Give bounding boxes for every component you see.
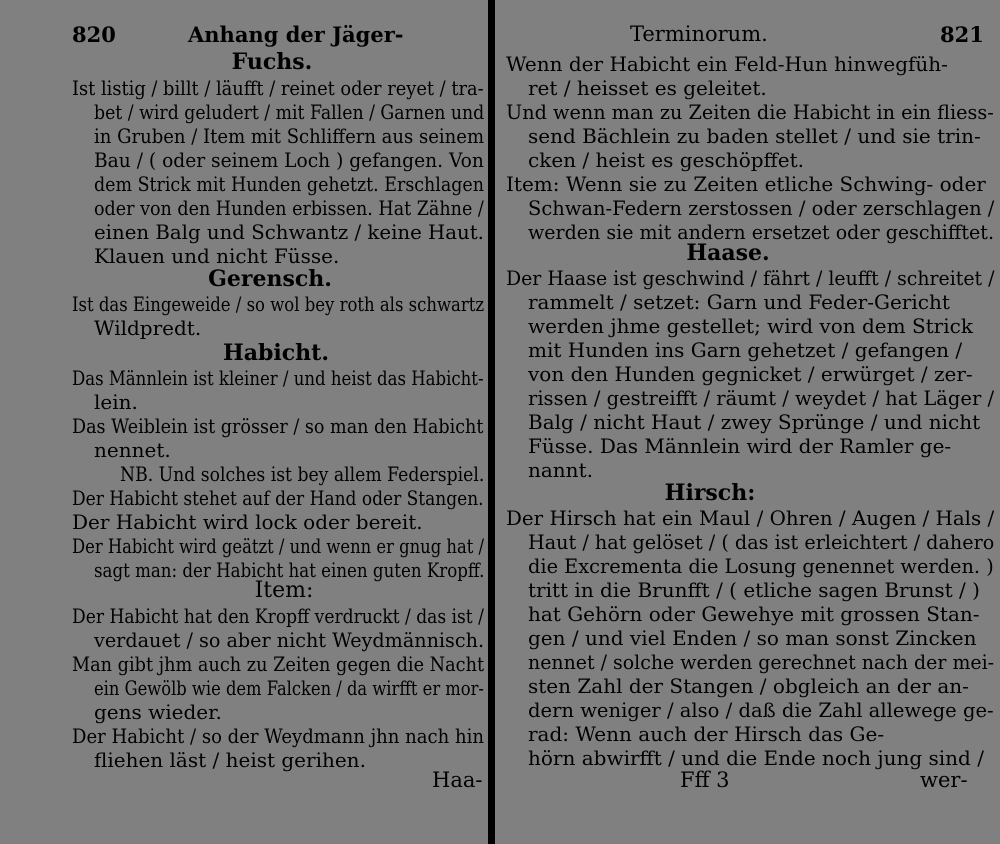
section-heading-fuchs: Fuchs.	[231, 49, 313, 75]
text-line: NB. Und solches ist bey allem Federspiel.	[120, 462, 485, 486]
text-line: dern weniger / also / daß die Zahl allewege ge-	[528, 698, 994, 722]
running-head-left: Anhang der Jäger-	[188, 22, 404, 47]
signature-mark: Fff 3	[680, 768, 730, 792]
text-line: send Bächlein zu baden stellet / und sie trin-	[528, 124, 981, 148]
text-line: Das Männlein ist kleiner / und heist das Habicht-	[72, 366, 484, 390]
text-line: Bau / ( oder seinem Loch ) gefangen. Von	[94, 148, 484, 172]
text-line: Der Habicht hat den Kropff verdruckt / das ist /	[72, 604, 484, 628]
section-heading-item: Item:	[254, 578, 314, 603]
text-line: Wildpredt.	[94, 316, 202, 340]
text-line: verdauet / so aber nicht Weydmännisch.	[94, 628, 485, 652]
text-line: einen Balg und Schwantz / keine Haut.	[94, 220, 484, 244]
text-line: Das Weiblein ist grösser / so man den Habicht	[72, 414, 484, 438]
text-line: nennet / solche werden gerechnet nach der mei-	[528, 650, 995, 674]
text-line: dem Strick mit Hunden gehetzt. Erschlagen	[94, 172, 484, 196]
section-heading-hirsch: Hirsch:	[664, 480, 756, 506]
section-heading-gerensch: Gerensch.	[208, 266, 332, 292]
text-line: bet / wird geludert / mit Fallen / Garnen und	[94, 100, 485, 124]
text-line: Füsse. Das Männlein wird der Ramler ge-	[528, 434, 952, 458]
section-heading-haase: Haase.	[686, 240, 770, 266]
text-line: oder von den Hunden erbissen. Hat Zähne /	[94, 196, 484, 220]
text-line: Und wenn man zu Zeiten die Habicht in ein fliess-	[506, 100, 994, 124]
text-line: Wenn der Habicht ein Feld-Hun hinwegfüh-	[506, 52, 948, 76]
text-line: Item: Wenn sie zu Zeiten etliche Schwing- oder	[506, 172, 986, 196]
text-line: hörn abwirfft / und die Ende noch jung sind /	[528, 746, 984, 770]
text-line: sten Zahl der Stangen / obgleich an der an-	[528, 674, 969, 698]
text-line: Ist listig / billt / läufft / reinet oder reyet / tra-	[72, 76, 484, 100]
left-page	[0, 0, 490, 844]
text-line: ein Gewölb wie dem Falcken / da wirfft er mor-	[94, 676, 484, 700]
text-line: rissen / gestreifft / räumt / weydet / hat Läger /	[528, 386, 995, 410]
text-line: rad: Wenn auch der Hirsch das Ge-	[528, 722, 885, 746]
running-head-right: Terminorum.	[630, 22, 768, 46]
text-line: werden jhme gestellet; wird von dem Strick	[528, 314, 973, 338]
text-line: werden sie mit andern ersetzet oder geschifftet.	[528, 220, 994, 244]
text-line: Klauen und nicht Füsse.	[94, 244, 340, 268]
text-line: fliehen läst / heist gerihen.	[94, 748, 366, 772]
text-line: ret / heisset es geleitet.	[528, 76, 767, 100]
text-line: die Excrementa die Losung genennet werden. )	[528, 554, 994, 578]
text-line: hat Gehörn oder Gewehye mit grossen Stan-	[528, 602, 980, 626]
text-line: nannt.	[528, 458, 593, 482]
text-line: mit Hunden ins Garn gehetzet / gefangen /	[528, 338, 963, 362]
text-line: sagt man: der Habicht hat einen guten Kropff.	[94, 558, 485, 582]
text-line: cken / heist es geschöpffet.	[528, 148, 804, 172]
text-line: Der Habicht wird lock oder bereit.	[72, 510, 423, 534]
text-line: Der Haase ist geschwind / fährt / leufft / schreitet /	[506, 266, 995, 290]
text-line: gen / und viel Enden / so man sonst Zincken	[528, 626, 977, 650]
catchword-right: wer-	[920, 768, 968, 792]
text-line: Ist das Eingeweide / so wol bey roth als schwartz	[72, 292, 485, 316]
text-line: lein.	[94, 390, 138, 414]
section-heading-habicht: Habicht.	[223, 340, 329, 366]
text-line: von den Hunden gegnicket / erwürget / zer-	[528, 362, 973, 386]
text-line: gens wieder.	[94, 700, 222, 724]
page-number-left: 820	[72, 22, 116, 47]
book-gutter	[488, 0, 495, 844]
text-line: Haut / hat gelöset / ( das ist erleichtert / dahero	[528, 530, 995, 554]
text-line: Schwan-Federn zerstossen / oder zerschlagen /	[528, 196, 995, 220]
page-number-right: 821	[940, 22, 984, 47]
text-line: Der Hirsch hat ein Maul / Ohren / Augen / Hals /	[506, 506, 995, 530]
text-line: tritt in die Brunfft / ( etliche sagen Brunst / )	[528, 578, 980, 602]
right-page	[500, 0, 1000, 844]
text-line: Der Habicht / so der Weydmann jhn nach hin	[72, 724, 484, 748]
catchword-left: Haa-	[432, 768, 483, 792]
text-line: in Gruben / Item mit Schliffern aus seinem	[94, 124, 485, 148]
text-line: Balg / nicht Haut / zwey Sprünge / und nicht	[528, 410, 981, 434]
text-line: rammelt / setzet: Garn und Feder-Gericht	[528, 290, 950, 314]
text-line: Man gibt jhm auch zu Zeiten gegen die Nacht	[72, 652, 485, 676]
text-line: nennet.	[94, 438, 171, 462]
text-line: Der Habicht stehet auf der Hand oder Stangen.	[72, 486, 484, 510]
text-line: Der Habicht wird geätzt / und wenn er gnug hat /	[72, 534, 485, 558]
